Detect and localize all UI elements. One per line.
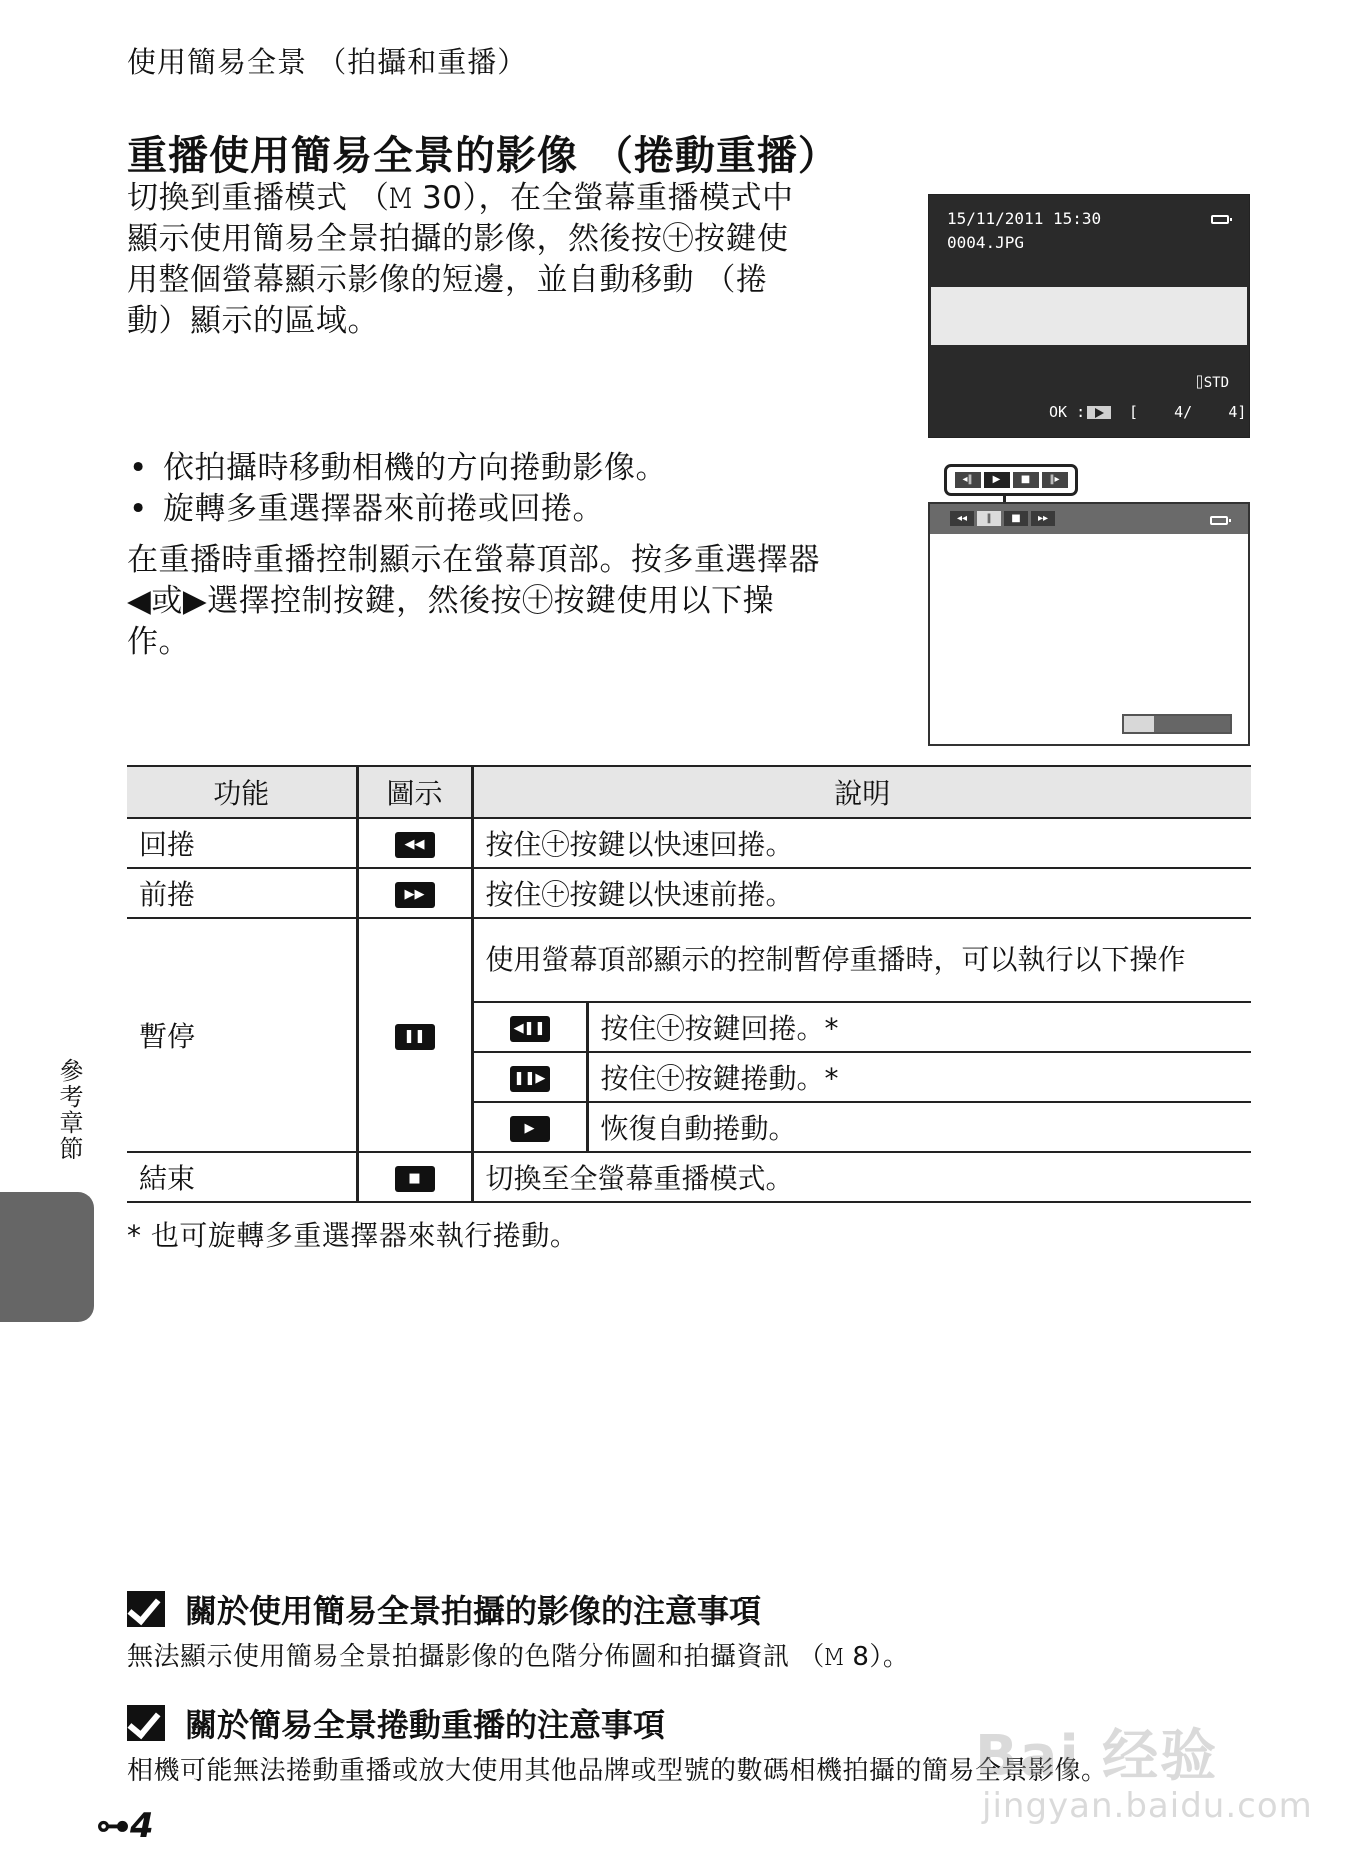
row-function: 暫停 (127, 918, 357, 1152)
row-description: 按住㊉按鍵以快速前捲。 (472, 868, 1251, 918)
section-title: 重播使用簡易全景的影像 （捲動重播） (127, 133, 839, 179)
page-number: ⊶4 (96, 1806, 154, 1846)
control-bar (930, 504, 1248, 534)
sub-icon-cell (472, 1002, 587, 1052)
row-description: 按住㊉按鍵以快速回捲。 (472, 818, 1251, 868)
header-icon: 圖示 (357, 766, 472, 818)
controls-paragraph (127, 540, 897, 663)
function-table (127, 765, 1251, 1203)
check-icon (127, 1591, 165, 1627)
battery-icon (1211, 215, 1229, 224)
controls-line: 作。 (127, 624, 190, 660)
side-chapter-tab (0, 1192, 94, 1322)
scroll-position-marker (1124, 716, 1154, 732)
side-chapter-label: 參考章節 (55, 1058, 83, 1162)
sub-description: 按住㊉按鍵回捲。* (587, 1002, 1251, 1052)
play-icon (1087, 406, 1111, 419)
ok-label: OK : (1049, 403, 1086, 421)
scroll-position-indicator (1122, 714, 1232, 734)
ok-play-hint (1049, 403, 1117, 421)
screen-filename: 0004.JPG (947, 233, 1025, 252)
playback-controls-callout (944, 464, 1078, 496)
footnote: * 也可旋轉多重選擇器來執行捲動。 (127, 1219, 579, 1252)
row-icon-cell (357, 868, 472, 918)
pause-icon: ‖ (977, 511, 1001, 526)
fast-forward-icon: ▶▶ (395, 882, 435, 908)
fast-forward-icon: ▸▸ (1031, 511, 1055, 526)
controls-line: 在重播時重播控制顯示在螢幕頂部。按多重選擇器 (127, 542, 820, 578)
row-description: 切換至全螢幕重播模式。 (472, 1152, 1251, 1202)
intro-line: 顯示使用簡易全景拍攝的影像，然後按㊉按鍵使 (127, 221, 789, 257)
running-header: 使用簡易全景 （拍攝和重播） (127, 45, 528, 79)
stop-icon: ■ (395, 1166, 435, 1192)
watermark: Bai 经验 (975, 1724, 1219, 1789)
row-description: 使用螢幕頂部顯示的控制暫停重播時，可以執行以下操作 (472, 918, 1251, 1002)
row-icon-cell (357, 918, 472, 1152)
intro-line: 動）顯示的區域。 (127, 303, 379, 339)
table-row (127, 818, 1251, 868)
camera-screen-fullframe (928, 194, 1250, 438)
screen-date: 15/11/2011 15:30 (947, 209, 1102, 228)
step-forward-icon: ❚❚▶ (510, 1066, 550, 1092)
row-function: 前捲 (127, 868, 357, 918)
step-forward-icon: ‖▸ (1042, 472, 1068, 488)
row-icon-cell (357, 1152, 472, 1202)
sub-icon-cell (472, 1052, 587, 1102)
intro-line: 切換到重播模式 （𝙼 30），在全螢幕重播模式中 (127, 180, 794, 216)
note-title: 關於使用簡易全景拍攝的影像的注意事項 (185, 1592, 762, 1630)
sub-icon-cell (472, 1102, 587, 1152)
bullet-list (127, 448, 897, 530)
pause-icon: ❚❚ (395, 1024, 435, 1050)
panorama-std-icon: ⌷STD (1195, 375, 1229, 391)
intro-line: 用整個螢幕顯示影像的短邊，並自動移動 （捲 (127, 262, 768, 298)
header-description: 說明 (472, 766, 1251, 818)
controls-line: ◀或▶選擇控制按鍵，然後按㊉按鍵使用以下操 (127, 583, 775, 619)
step-back-icon: ◀❚❚ (510, 1016, 550, 1042)
bullet-item: • 旋轉多重選擇器來前捲或回捲。 (127, 489, 897, 530)
rewind-icon: ◂◂ (950, 511, 974, 526)
note-heading (127, 1586, 761, 1632)
header-function: 功能 (127, 766, 357, 818)
watermark-url: jingyan.baidu.com (982, 1786, 1313, 1826)
check-icon (127, 1705, 165, 1741)
row-function: 結束 (127, 1152, 357, 1202)
intro-paragraph (127, 178, 897, 342)
table-row (127, 918, 1251, 1002)
bullet-item: • 依拍攝時移動相機的方向捲動影像。 (127, 448, 897, 489)
rewind-icon: ◀◀ (395, 832, 435, 858)
sub-description: 恢復自動捲動。 (587, 1102, 1251, 1152)
stop-icon: ■ (1004, 511, 1028, 526)
battery-icon (1210, 516, 1228, 525)
play-icon: ▶ (510, 1116, 550, 1142)
step-back-icon: ◂‖ (955, 472, 981, 488)
sub-description: 按住㊉按鍵捲動。* (587, 1052, 1251, 1102)
stop-icon: ■ (1013, 472, 1039, 488)
frame-counter: [ 4/ 4] (1129, 403, 1247, 421)
note-heading (127, 1700, 665, 1746)
note-text: 無法顯示使用簡易全景拍攝影像的色階分佈圖和拍攝資訊 （𝙼 8）。 (127, 1642, 910, 1672)
row-function: 回捲 (127, 818, 357, 868)
table-header-row (127, 766, 1251, 818)
table-row (127, 1152, 1251, 1202)
camera-screen-scrolling (928, 502, 1250, 746)
note-title: 關於簡易全景捲動重播的注意事項 (185, 1706, 666, 1744)
row-icon-cell (357, 818, 472, 868)
table-row (127, 868, 1251, 918)
panorama-preview (931, 287, 1247, 345)
note-text: 相機可能無法捲動重播或放大使用其他品牌或型號的數碼相機拍攝的簡易全景影像。 (127, 1756, 1108, 1786)
play-icon: ▶ (984, 472, 1010, 488)
